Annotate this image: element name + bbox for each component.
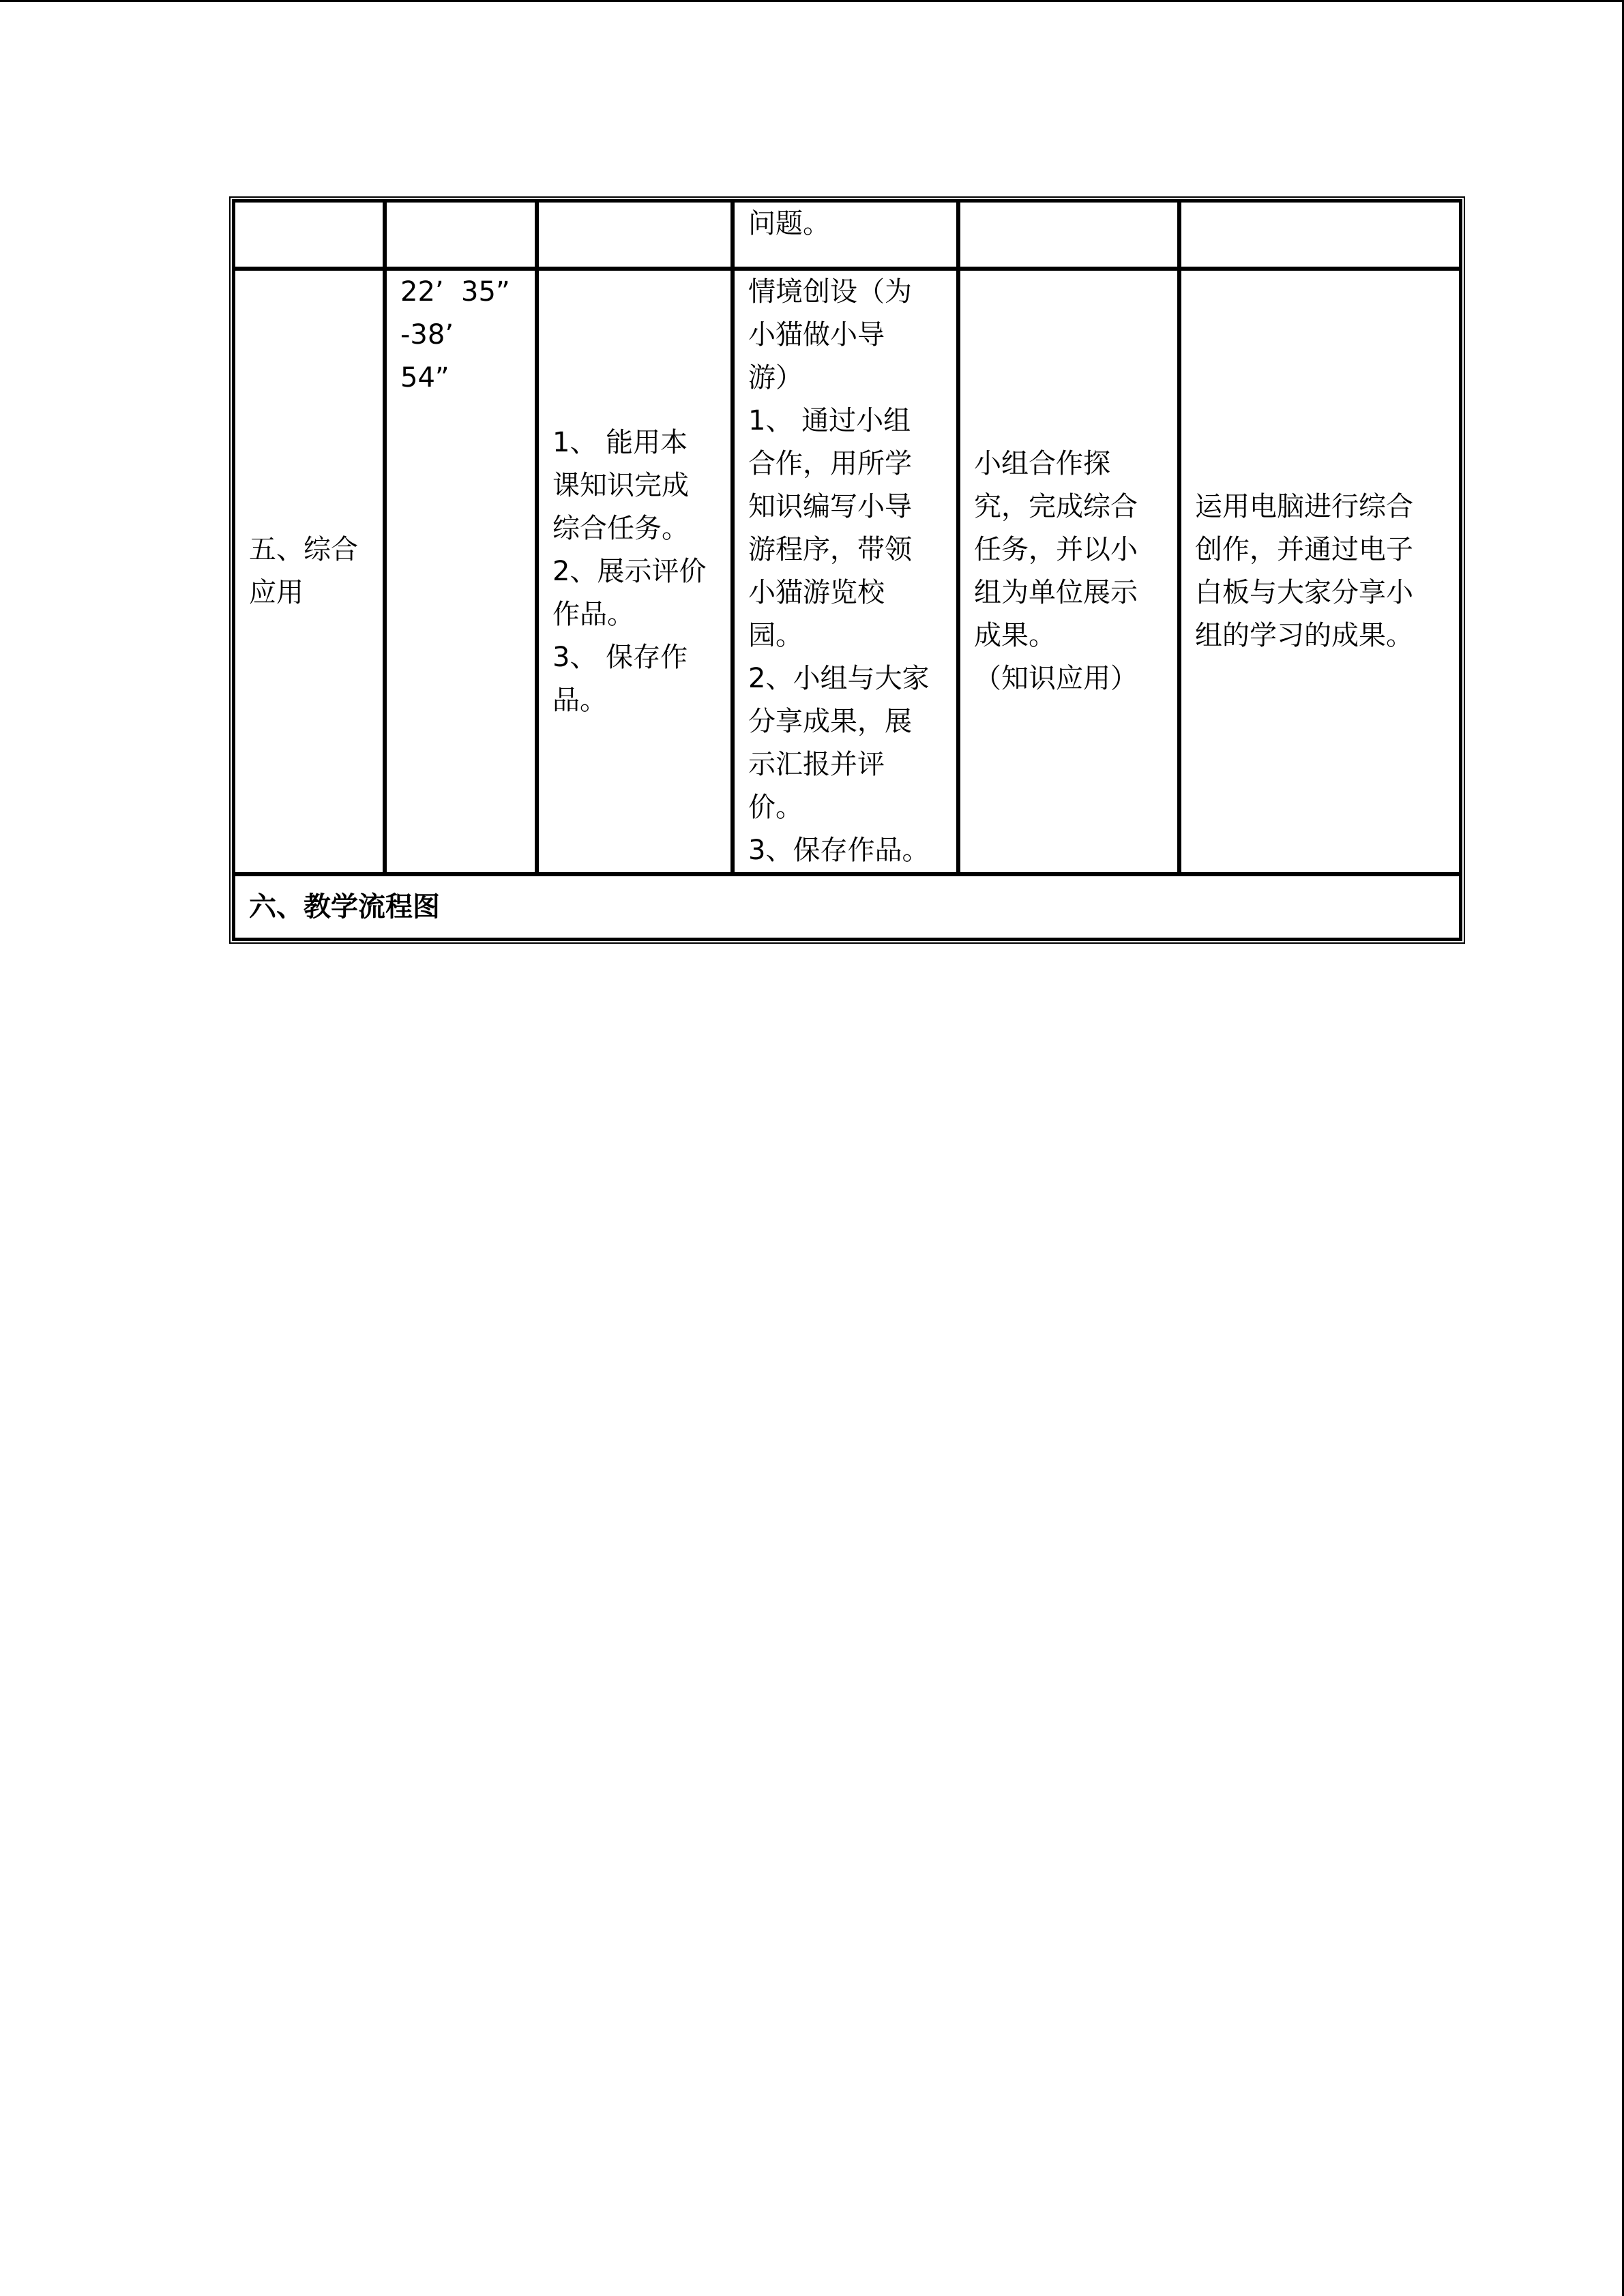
table-cell-stage-empty (233, 200, 385, 269)
cell-text-line: 问题。 (748, 208, 830, 239)
table-cell-time-empty (385, 200, 537, 269)
technology-use-line: 运用电脑进行综合 (1195, 491, 1413, 522)
table-cell-section-title (233, 874, 1461, 940)
table-cell-objectives-empty (537, 200, 733, 269)
objective-line: 课知识完成 (552, 469, 689, 501)
activity-line: 小猫做小导 (748, 319, 885, 351)
table-row-continuation (233, 200, 1461, 269)
student-activity-line: 小组合作探 (974, 448, 1110, 479)
technology-use-line: 组的学习的成果。 (1195, 620, 1413, 651)
student-activity-line: （知识应用） (974, 663, 1138, 694)
student-activity-line: 究，完成综合 (974, 491, 1138, 522)
activity-line: 示汇报并评 (748, 749, 885, 780)
activity-line: 知识编写小导 (748, 491, 912, 522)
activity-line: 1、 通过小组 (748, 405, 911, 436)
activity-line: 园。 (748, 620, 803, 651)
stage-line: 应用 (249, 577, 304, 608)
table-cell-student-activity (958, 269, 1179, 874)
activity-line: 小猫游览校 (748, 577, 885, 608)
time-line: 54” (400, 362, 449, 393)
activity-line: 分享成果，展 (748, 706, 912, 737)
activity-line: 价。 (748, 792, 803, 823)
section-heading: 六、教学流程图 (249, 891, 440, 923)
time-line: 22’ 35” (400, 276, 510, 308)
lesson-plan-table (229, 196, 1465, 944)
table-cell-stage (233, 269, 385, 874)
objective-line: 作品。 (552, 598, 634, 630)
technology-use-line: 白板与大家分享小 (1195, 577, 1413, 608)
table-cell-technology-use (1179, 269, 1461, 874)
table-cell-time (385, 269, 537, 874)
objective-line: 3、 保存作 (552, 641, 688, 673)
objective-line: 2、展示评价 (552, 555, 707, 587)
table-cell-technology-empty (1179, 200, 1461, 269)
table-row-section-heading (233, 874, 1461, 940)
student-activity-line: 组为单位展示 (974, 577, 1138, 608)
page-top-border (0, 0, 1624, 2)
table-cell-activities (733, 269, 958, 874)
student-activity-line: 任务，并以小 (974, 534, 1138, 565)
activity-line: 游程序，带领 (748, 534, 912, 565)
activity-line: 3、保存作品。 (748, 835, 930, 866)
activity-line: 情境创设（为 (748, 276, 912, 308)
activity-line: 游） (748, 362, 803, 393)
stage-line: 五、综合 (249, 534, 358, 565)
activity-line: 2、小组与大家 (748, 663, 930, 694)
table-cell-activities-continued (733, 200, 958, 269)
technology-use-line: 创作，并通过电子 (1195, 534, 1413, 565)
objective-line: 1、 能用本 (552, 426, 688, 458)
table-cell-objectives (537, 269, 733, 874)
time-line: -38’ (400, 319, 454, 351)
activity-line: 合作，用所学 (748, 448, 912, 479)
table-cell-student-empty (958, 200, 1179, 269)
table-row-comprehensive-application (233, 269, 1461, 874)
objective-line: 品。 (552, 684, 607, 716)
objective-line: 综合任务。 (552, 512, 689, 544)
student-activity-line: 成果。 (974, 620, 1056, 651)
